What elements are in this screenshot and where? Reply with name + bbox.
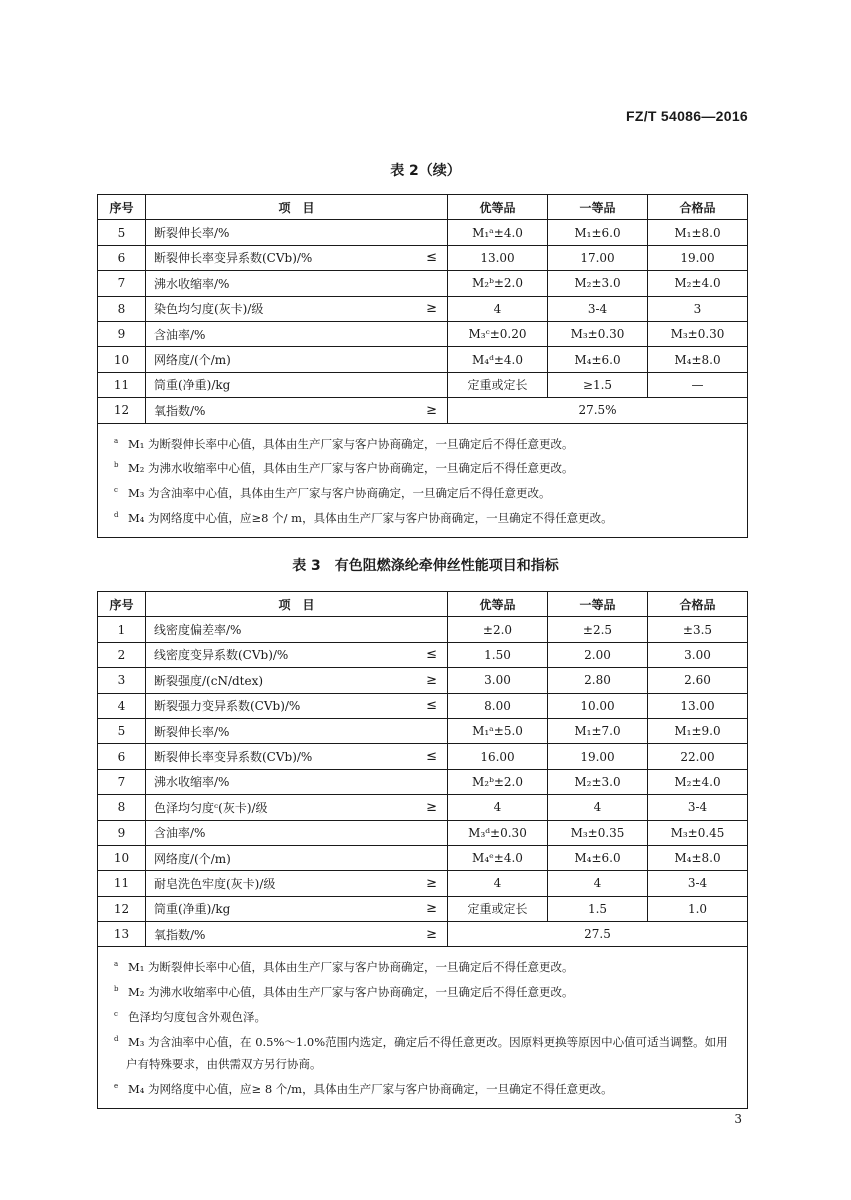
- row-item-label: 氧指数/%: [154, 403, 206, 418]
- row-number: 5: [98, 718, 146, 743]
- footnote: [114, 504, 733, 529]
- standard-code: FZ/T 54086—2016: [625, 108, 748, 124]
- row-number: 13: [98, 922, 146, 947]
- footnote-text: M₃ 为含油率中心值，具体由生产厂家与客户协商确定，一旦确定后不得任意更改。: [128, 486, 551, 500]
- table2-body: [98, 220, 748, 537]
- row-value-qualified: 2.60: [648, 668, 748, 693]
- row-number: 9: [98, 820, 146, 845]
- row-item-cell: [146, 820, 448, 845]
- row-item-cell: [146, 372, 448, 397]
- row-item-wrap: [154, 646, 441, 663]
- row-value-premium: 4: [448, 795, 548, 820]
- row-number: 7: [98, 271, 146, 296]
- footnote: [114, 454, 733, 479]
- footnote-mark: a: [114, 436, 119, 445]
- row-value-premium: 定重或定长: [448, 372, 548, 397]
- col-header-no: 序号: [98, 592, 146, 617]
- footnote-mark: c: [114, 486, 118, 495]
- row-number: 4: [98, 693, 146, 718]
- row-comparator: ≥: [426, 875, 437, 891]
- row-value-qualified: 13.00: [648, 693, 748, 718]
- footnote-text: M₁ 为断裂伸长率中心值，具体由生产厂家与客户协商确定，一旦确定后不得任意更改。: [128, 436, 574, 451]
- table-row: [98, 617, 748, 642]
- row-value-qualified: 22.00: [648, 744, 748, 769]
- footnote: [114, 1075, 733, 1100]
- row-value-premium: 16.00: [448, 744, 548, 769]
- footnote-mark: d: [114, 511, 119, 519]
- table-row: [98, 693, 748, 718]
- row-value-first: M₄±6.0: [548, 845, 648, 870]
- row-item-cell: [146, 617, 448, 642]
- row-comparator: ≥: [426, 901, 437, 917]
- footnote-mark: c: [114, 1010, 118, 1019]
- row-comparator: ≤: [426, 698, 437, 714]
- row-value-premium: 定重或定长: [448, 896, 548, 921]
- row-value-first: ±2.5: [548, 617, 648, 642]
- row-value-qualified: 3.00: [648, 642, 748, 667]
- row-item-wrap: [154, 900, 441, 917]
- table-row: [98, 245, 748, 270]
- row-item-cell: [146, 398, 448, 423]
- row-value-premium: M₁ᵃ±4.0: [448, 220, 548, 245]
- row-value-qualified: M₂±4.0: [648, 769, 748, 794]
- row-value-first: 17.00: [548, 245, 648, 270]
- row-value-first: M₃±0.30: [548, 321, 648, 346]
- row-number: 10: [98, 845, 146, 870]
- table-row: [98, 296, 748, 321]
- row-item-cell: [146, 718, 448, 743]
- table-row: [98, 347, 748, 372]
- row-number: 12: [98, 398, 146, 423]
- row-value-first: 4: [548, 795, 648, 820]
- row-value-qualified: 3: [648, 296, 748, 321]
- row-item-label: 断裂伸长率变异系数(CVb)/%: [154, 251, 313, 266]
- table-row: [98, 769, 748, 794]
- row-value-first: 2.80: [548, 668, 648, 693]
- table-notes: [98, 947, 748, 1108]
- row-item-label: 线密度变异系数(CVb)/%: [154, 648, 289, 663]
- table-row: [98, 372, 748, 397]
- row-item-wrap: [154, 875, 441, 892]
- row-number: 3: [98, 668, 146, 693]
- footnote-text: 色泽均匀度包含外观色泽。: [128, 1009, 266, 1024]
- row-number: 11: [98, 871, 146, 896]
- row-item-wrap: [154, 621, 441, 638]
- row-value-merged: 27.5: [448, 922, 748, 947]
- row-item-wrap: [154, 824, 441, 841]
- row-comparator: ≤: [426, 250, 437, 266]
- row-value-premium: M₁ᵃ±5.0: [448, 718, 548, 743]
- row-item-cell: [146, 795, 448, 820]
- row-item-label: 色泽均匀度ᶜ(灰卡)/级: [154, 800, 268, 815]
- row-item-label: 筒重(净重)/kg: [154, 902, 231, 917]
- footnote-text: M₂ 为沸水收缩率中心值，具体由生产厂家与客户协商确定，一旦确定后不得任意更改。: [128, 461, 574, 476]
- page-number: 3: [734, 1112, 742, 1126]
- row-value-first: 19.00: [548, 744, 648, 769]
- row-item-cell: [146, 845, 448, 870]
- footnote-mark: a: [114, 960, 119, 969]
- table-row: [98, 845, 748, 870]
- table-notes: [98, 423, 748, 537]
- row-item-cell: [146, 220, 448, 245]
- footnote-mark: b: [114, 985, 119, 994]
- row-value-qualified: M₄±8.0: [648, 347, 748, 372]
- row-number: 1: [98, 617, 146, 642]
- row-item-wrap: [154, 926, 441, 943]
- table-row: [98, 871, 748, 896]
- row-item-cell: [146, 693, 448, 718]
- table2: [97, 194, 748, 538]
- row-item-cell: [146, 347, 448, 372]
- table3-title: 表 3 有色阻燃涤纶牵伸丝性能项目和指标: [292, 558, 559, 574]
- row-value-first: ≥1.5: [548, 372, 648, 397]
- footnote-text: M₁ 为断裂伸长率中心值，具体由生产厂家与客户协商确定，一旦确定后不得任意更改。: [128, 960, 574, 975]
- table-row: [98, 398, 748, 423]
- row-value-premium: M₂ᵇ±2.0: [448, 769, 548, 794]
- row-value-premium: 4: [448, 871, 548, 896]
- row-item-wrap: [154, 697, 441, 714]
- footnote: [114, 430, 733, 455]
- row-value-qualified: 1.0: [648, 896, 748, 921]
- table3-header-row: [98, 592, 748, 617]
- row-item-label: 断裂强度/(cN/dtex): [154, 673, 264, 688]
- row-value-merged: 27.5%: [448, 398, 748, 423]
- row-value-first: M₁±7.0: [548, 718, 648, 743]
- row-value-premium: M₃ᶜ±0.20: [448, 321, 548, 346]
- table-notes-row: [98, 423, 748, 537]
- row-value-first: 3-4: [548, 296, 648, 321]
- row-item-label: 断裂伸长率变异系数(CVb)/%: [154, 750, 313, 765]
- row-number: 6: [98, 245, 146, 270]
- row-number: 11: [98, 372, 146, 397]
- col-header-grade-first: 一等品: [548, 195, 648, 220]
- row-value-premium: M₂ᵇ±2.0: [448, 271, 548, 296]
- footnote-text: M₄ 为网络度中心值，应≥8 个/ m，具体由生产厂家与客户协商确定，一旦确定不得任意更改。: [128, 510, 613, 525]
- row-item-wrap: [154, 773, 441, 790]
- row-item-wrap: [154, 275, 441, 292]
- table3: [97, 591, 748, 1109]
- row-item-wrap: [154, 748, 441, 765]
- row-item-cell: [146, 245, 448, 270]
- row-item-wrap: [154, 850, 441, 867]
- row-comparator: ≥: [426, 926, 437, 942]
- table-row: [98, 922, 748, 947]
- row-value-qualified: M₁±9.0: [648, 718, 748, 743]
- row-value-qualified: —: [648, 372, 748, 397]
- footnote: [114, 1003, 733, 1028]
- row-comparator: ≤: [426, 647, 437, 663]
- row-value-first: M₂±3.0: [548, 769, 648, 794]
- footnote: [114, 479, 733, 504]
- row-value-first: 2.00: [548, 642, 648, 667]
- row-comparator: ≥: [426, 402, 437, 418]
- row-comparator: ≥: [426, 672, 437, 688]
- row-number: 12: [98, 896, 146, 921]
- row-value-qualified: 3-4: [648, 871, 748, 896]
- table-row: [98, 718, 748, 743]
- row-item-cell: [146, 922, 448, 947]
- table-row: [98, 744, 748, 769]
- row-item-cell: [146, 642, 448, 667]
- row-item-wrap: [154, 799, 441, 816]
- row-item-label: 断裂伸长率/%: [154, 724, 230, 739]
- row-value-premium: 1.50: [448, 642, 548, 667]
- table2-title: 表 2（续）: [390, 163, 461, 179]
- table-row: [98, 795, 748, 820]
- row-value-first: M₁±6.0: [548, 220, 648, 245]
- row-comparator: ≥: [426, 301, 437, 317]
- row-value-first: 1.5: [548, 896, 648, 921]
- col-header-grade-premium: 优等品: [448, 592, 548, 617]
- row-item-cell: [146, 271, 448, 296]
- row-value-qualified: 19.00: [648, 245, 748, 270]
- row-comparator: ≥: [426, 799, 437, 815]
- row-value-qualified: M₂±4.0: [648, 271, 748, 296]
- row-item-label: 网络度/(个/m): [154, 353, 231, 368]
- col-header-grade-premium: 优等品: [448, 195, 548, 220]
- footnote-mark: e: [114, 1081, 119, 1090]
- row-value-premium: ±2.0: [448, 617, 548, 642]
- row-item-cell: [146, 769, 448, 794]
- row-item-wrap: [154, 376, 441, 393]
- row-value-qualified: M₁±8.0: [648, 220, 748, 245]
- footnote: [114, 953, 733, 978]
- row-item-label: 沸水收缩率/%: [154, 775, 230, 790]
- row-item-label: 沸水收缩率/%: [154, 276, 230, 291]
- footnote-text: M₄ 为网络度中心值，应≥ 8 个/m，具体由生产厂家与客户协商确定，一旦确定不得任意更改。: [128, 1081, 613, 1096]
- col-header-no: 序号: [98, 195, 146, 220]
- footnote-mark: d: [114, 1034, 119, 1043]
- row-item-wrap: [154, 326, 441, 343]
- row-number: 6: [98, 744, 146, 769]
- row-value-qualified: ±3.5: [648, 617, 748, 642]
- row-value-first: M₃±0.35: [548, 820, 648, 845]
- row-value-qualified: M₄±8.0: [648, 845, 748, 870]
- footnote-mark: b: [114, 461, 119, 470]
- row-item-label: 筒重(净重)/kg: [154, 378, 231, 393]
- row-item-label: 耐皂洗色牢度(灰卡)/级: [154, 876, 276, 891]
- row-value-premium: 3.00: [448, 668, 548, 693]
- row-value-premium: 8.00: [448, 693, 548, 718]
- row-number: 7: [98, 769, 146, 794]
- row-item-label: 氧指数/%: [154, 927, 206, 942]
- row-item-cell: [146, 871, 448, 896]
- row-item-wrap: [154, 351, 441, 368]
- footnote: [114, 978, 733, 1003]
- row-value-premium: M₄ᵈ±4.0: [448, 347, 548, 372]
- row-item-wrap: [154, 402, 441, 419]
- row-item-label: 断裂伸长率/%: [154, 226, 230, 241]
- row-number: 5: [98, 220, 146, 245]
- row-item-cell: [146, 896, 448, 921]
- row-number: 9: [98, 321, 146, 346]
- table-row: [98, 642, 748, 667]
- row-item-wrap: [154, 672, 441, 689]
- table3-body: [98, 617, 748, 1108]
- row-value-qualified: M₃±0.45: [648, 820, 748, 845]
- footnote-text: M₂ 为沸水收缩率中心值，具体由生产厂家与客户协商确定，一旦确定后不得任意更改。: [128, 985, 574, 1000]
- row-item-label: 含油率/%: [154, 327, 206, 342]
- row-comparator: ≤: [426, 749, 437, 765]
- col-header-grade-qualified: 合格品: [648, 195, 748, 220]
- row-value-first: M₄±6.0: [548, 347, 648, 372]
- col-header-item: 项 目: [146, 195, 448, 220]
- row-item-label: 线密度偏差率/%: [154, 623, 242, 638]
- row-item-label: 染色均匀度(灰卡)/级: [154, 302, 264, 317]
- row-item-cell: [146, 668, 448, 693]
- table-row: [98, 668, 748, 693]
- row-item-cell: [146, 321, 448, 346]
- row-value-first: 10.00: [548, 693, 648, 718]
- table2-header-row: [98, 195, 748, 220]
- footnote-text: M₃ 为含油率中心值，在 0.5%～1.0%范围内选定，确定后不得任意更改。因原料更换等原因中心值可适当调整。如用户有特殊要求，由供需双方另行协商。: [126, 1034, 728, 1071]
- table-row: [98, 896, 748, 921]
- row-value-premium: M₃ᵈ±0.30: [448, 820, 548, 845]
- row-value-premium: 4: [448, 296, 548, 321]
- row-item-cell: [146, 744, 448, 769]
- table-row: [98, 220, 748, 245]
- col-header-item: 项 目: [146, 592, 448, 617]
- col-header-grade-qualified: 合格品: [648, 592, 748, 617]
- row-value-premium: M₄ᵉ±4.0: [448, 845, 548, 870]
- table-row: [98, 271, 748, 296]
- row-item-wrap: [154, 249, 441, 266]
- row-item-label: 网络度/(个/m): [154, 851, 231, 866]
- footnote: [114, 1028, 733, 1075]
- row-value-first: M₂±3.0: [548, 271, 648, 296]
- row-value-premium: 13.00: [448, 245, 548, 270]
- row-item-label: 断裂强力变异系数(CVb)/%: [154, 699, 301, 714]
- table-row: [98, 820, 748, 845]
- row-item-wrap: [154, 300, 441, 317]
- table-notes-row: [98, 947, 748, 1108]
- col-header-grade-first: 一等品: [548, 592, 648, 617]
- table-row: [98, 321, 748, 346]
- row-value-first: 4: [548, 871, 648, 896]
- row-number: 2: [98, 642, 146, 667]
- row-number: 8: [98, 795, 146, 820]
- row-value-qualified: 3-4: [648, 795, 748, 820]
- row-number: 10: [98, 347, 146, 372]
- row-value-qualified: M₃±0.30: [648, 321, 748, 346]
- row-item-wrap: [154, 224, 441, 241]
- row-item-wrap: [154, 723, 441, 740]
- row-number: 8: [98, 296, 146, 321]
- row-item-cell: [146, 296, 448, 321]
- row-item-label: 含油率/%: [154, 826, 206, 841]
